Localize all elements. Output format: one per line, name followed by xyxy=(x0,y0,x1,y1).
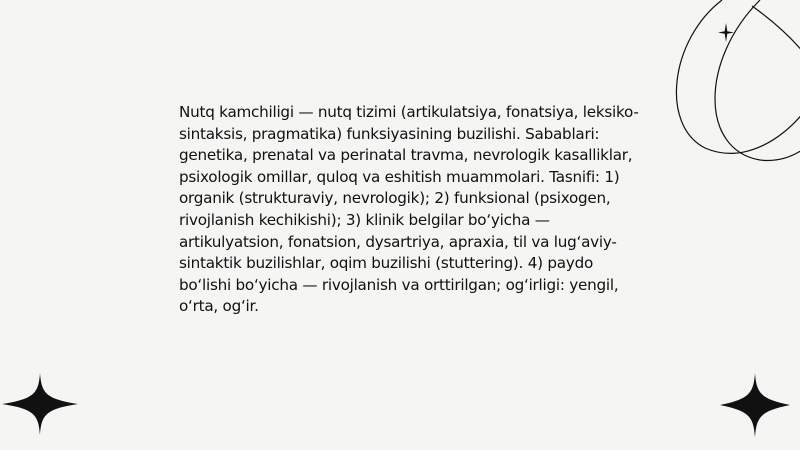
body-text: Nutq kamchiligi — nutq tizimi (artikulatsiya, fonatsiya, leksiko-sintaksis, pragmatika) funksiyasining buzilishi. Sabablari: genetika, prenatal va perinatal travma, nevrologik kasalliklar, psixologik omillar, quloq va eshitish muammolari. Tasnifi: 1) organik (strukturaviy, nevrologik); 2) funksional (psixogen, rivojlanish kechikishi); 3) klinik belgilar bo‘yicha — artikulyatsion, fonatsion, dysartriya, apraxia, til va lug‘aviy-sintaktik buzilishlar, oqim buzilishi (stuttering). 4) paydo bo‘lishi bo‘yicha — rivojlanish va orttirilgan; og‘irligi: yengil, o‘rta, og‘ir. xyxy=(179,103,639,316)
orbit-lines-icon xyxy=(676,0,800,160)
star-sparkle-icon xyxy=(720,373,790,437)
star-sparkle-icon xyxy=(2,373,78,435)
small-sparkle-icon xyxy=(718,23,734,42)
